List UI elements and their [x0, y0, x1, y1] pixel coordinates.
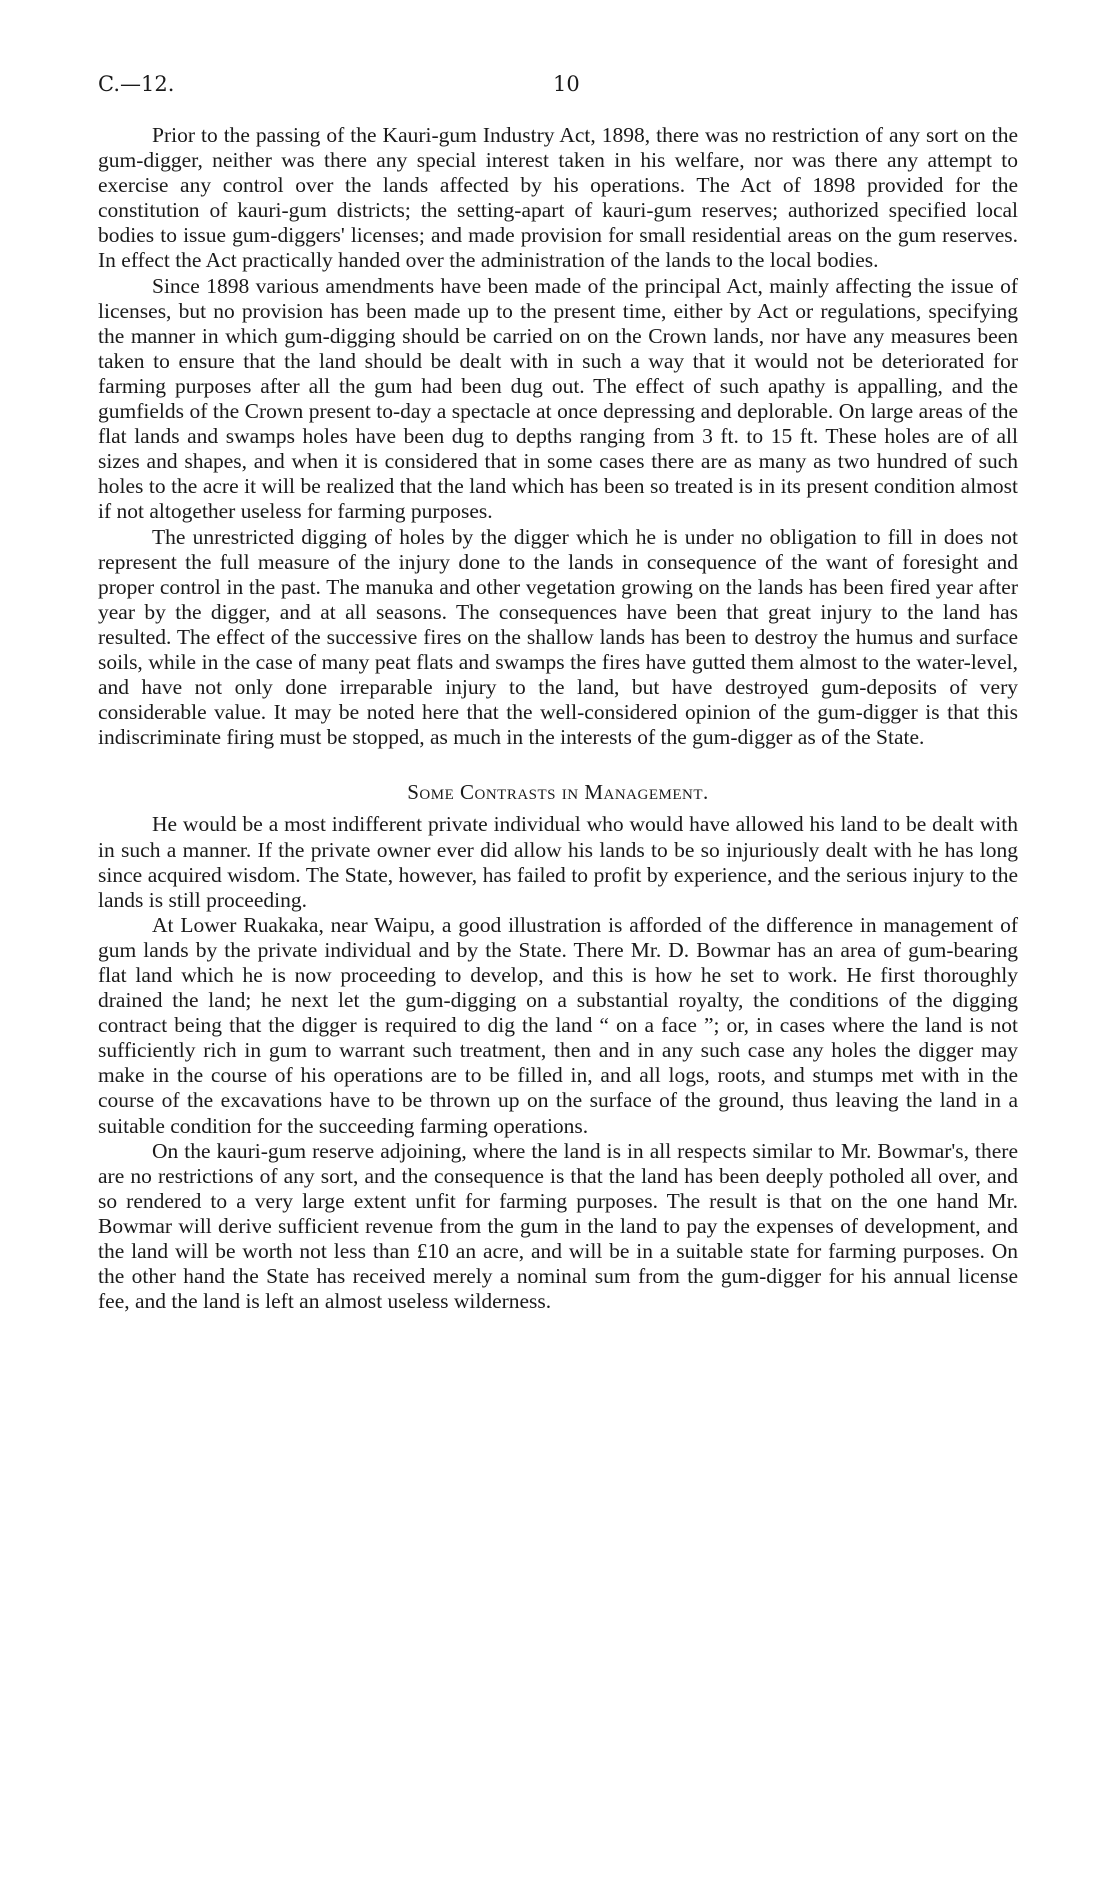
section-heading: Some Contrasts in Management. — [407, 780, 709, 805]
paragraph: Prior to the passing of the Kauri-gum Industry Act, 1898, there was no restriction of any sort on the gum-digger, neither was there any special interest taken in his welfare, nor was there any attempt to exercise any control over the lands affected by his operations. The Act of 1898 provided for the constitution of kauri-gum districts; the setting-apart of kauri-gum reserves; authorized specified local bodies to issue gum-diggers' licenses; and made provision for small residential areas on the gum reserves. In effect the Act practically handed over the administration of the lands to the local bodies. — [98, 123, 1018, 273]
paragraph: The unrestricted digging of holes by the digger which he is under no obligation to fill in does not represent the full measure of the injury done to the lands in consequence of the want of foresight and proper control in the past. The manuka and other vegetation growing on the lands has been fired year after year by the digger, and at all seasons. The consequences have been that great injury to the land has resulted. The effect of the successive fires on the shallow lands has been to destroy the humus and surface soils, while in the case of many peat flats and swamps the fires have gutted them almost to the water-level, and have not only done irreparable injury to the land, but have destroyed gum-deposits of very considerable value. It may be noted here that the well-considered opinion of the gum-digger is that this indiscriminate firing must be stopped, as much in the interests of the gum-digger as of the State. — [98, 524, 1018, 750]
body-text — [98, 123, 1018, 1314]
paragraph: On the kauri-gum reserve adjoining, where the land is in all respects similar to Mr. Bowmar's, there are no restrictions of any sort, and the consequence is that the land has been deeply potholed all over, and so rendered to a very large extent unfit for farming purposes. The result is that on the one hand Mr. Bowmar will derive sufficient revenue from the gum in the land to pay the expenses of development, and the land will be worth not less than £10 an acre, and will be in a suitable state for farming purposes. On the other hand the State has received merely a nominal sum from the gum-digger for his annual license fee, and the land is left an almost useless wilderness. — [98, 1138, 1018, 1314]
paragraph: Since 1898 various amendments have been made of the principal Act, mainly affecting the issue of licenses, but no provision has been made up to the present time, either by Act or regulations, specifying the manner in which gum-digging should be carried on on the Crown lands, nor have any measures been taken to ensure that the land should be dealt with in such a way that it would not be deteriorated for farming purposes after all the gum had been dug out. The effect of such apathy is appalling, and the gumfields of the Crown present to-day a spectacle at once depressing and deplorable. On large areas of the flat lands and swamps holes have been dug to depths ranging from 3 ft. to 15 ft. These holes are of all sizes and shapes, and when it is considered that in some cases there are as many as two hundred of such holes to the acre it will be realized that the land which has been so treated is in its present condition almost if not altogether useless for farming purposes. — [98, 273, 1018, 524]
paragraph: He would be a most indifferent private individual who would have allowed his land to be dealt with in such a manner. If the private owner ever did allow his lands to be so injuriously dealt with he has long since acquired wisdom. The State, however, has failed to profit by experience, and the serious injury to the lands is still proceeding. — [98, 812, 1018, 912]
page-header — [98, 72, 1018, 102]
document-reference: C.—12. — [98, 72, 175, 96]
page-number: 10 — [553, 72, 580, 96]
paragraph: At Lower Ruakaka, near Waipu, a good illustration is afforded of the difference in management of gum lands by the private individual and by the State. There Mr. D. Bowmar has an area of gum-bearing flat land which he is now proceeding to develop, and this is how he set to work. He first thoroughly drained the land; he next let the gum-digging on a substantial royalty, the conditions of the digging contract being that the digger is required to dig the land “ on a face ”; or, in cases where the land is not sufficiently rich in gum to warrant such treatment, then and in any such case any holes the digger may make in the course of his operations are to be filled in, and all logs, roots, and stumps met with in the course of the excavations have to be thrown up on the surface of the ground, thus leaving the land in a suitable condition for the succeeding farming operations. — [98, 912, 1018, 1138]
